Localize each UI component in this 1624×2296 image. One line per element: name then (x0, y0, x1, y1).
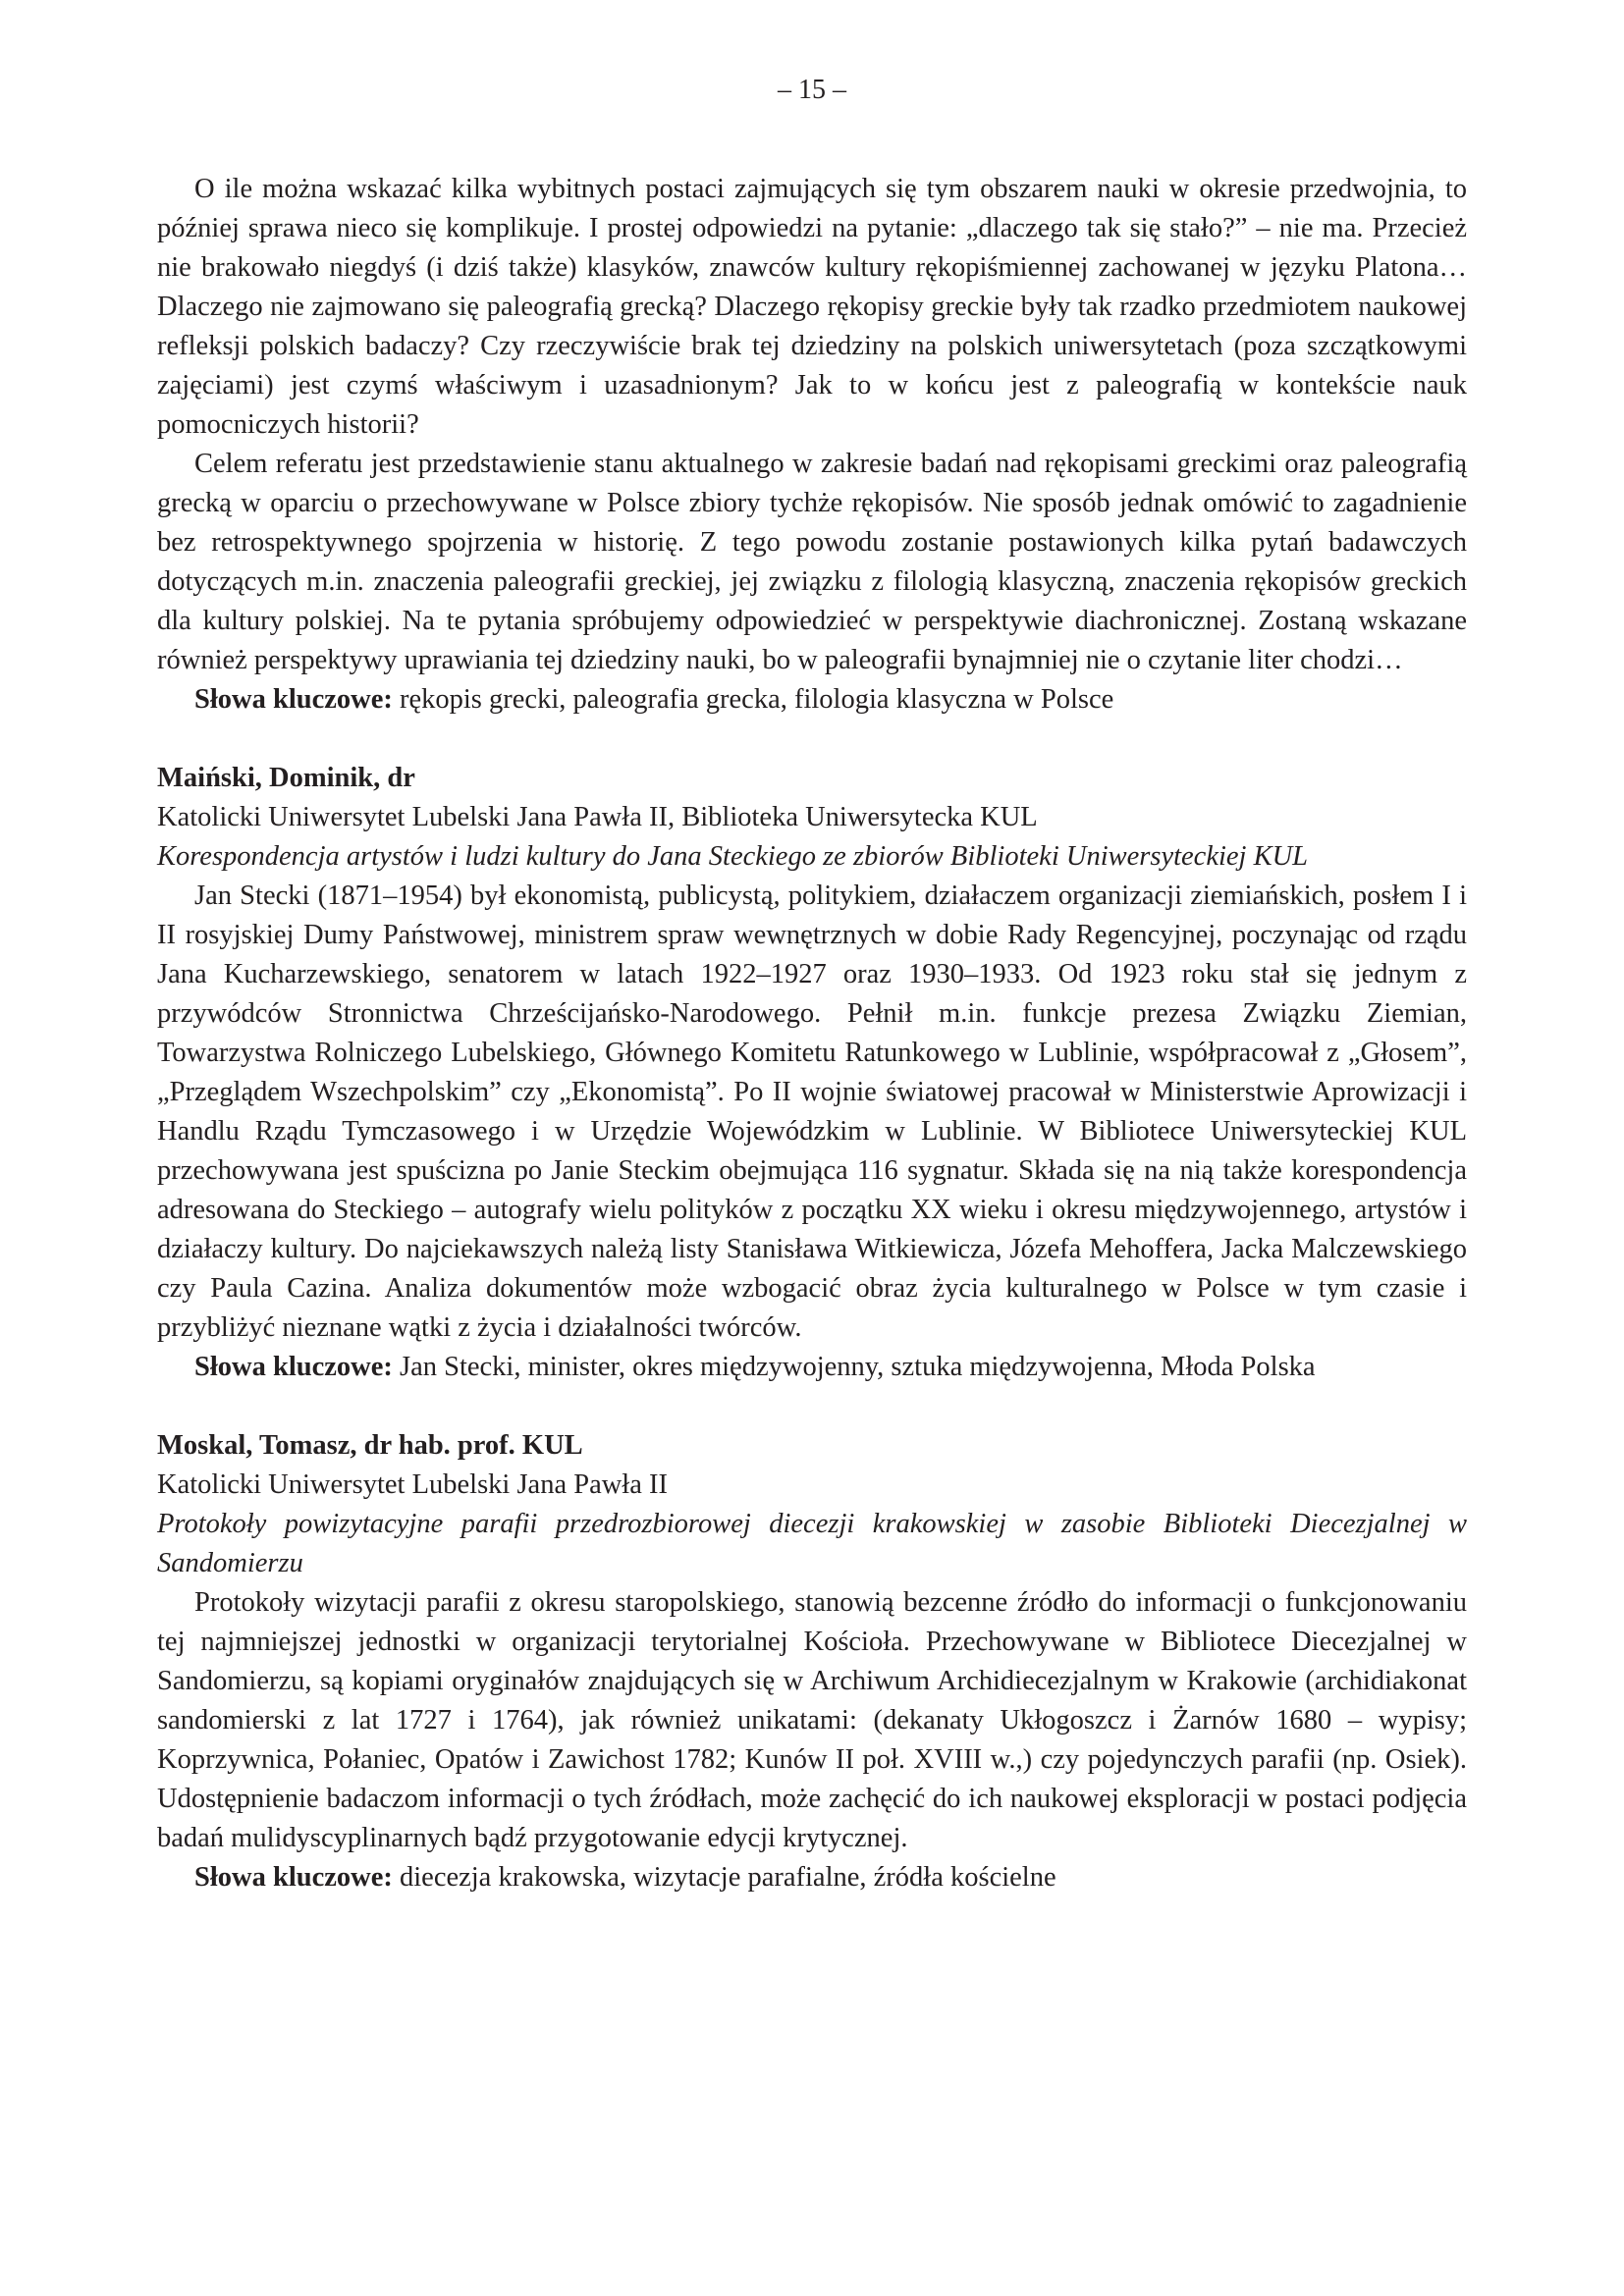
keywords-label: Słowa kluczowe: (194, 1352, 393, 1382)
entry-affiliation: Katolicki Uniwersytet Lubelski Jana Pawła II (157, 1469, 668, 1500)
keywords-label: Słowa kluczowe: (194, 684, 393, 715)
entry-author: Maiński, Dominik, dr (157, 763, 415, 793)
entry-author: Moskal, Tomasz, dr hab. prof. KUL (157, 1430, 583, 1461)
intro-paragraph-2: Celem referatu jest przedstawienie stanu aktualnego w zakresie badań nad rękopisami greckimi oraz paleografią grecką w oparciu o przechowywane w Polsce zbiory tychże rękopisów. Nie sposób jednak omówić to zagadnienie bez retrospektywnego spojrzenia w historię. Z tego powodu zostanie postawionych kilka pytań badawczych dotyczących m.in. znaczenia paleografii greckiej, jej związku z filologią klasyczną, znaczenia rękopisów greckich dla kultury polskiej. Na te pytania spróbujemy odpowiedzieć w perspektywie diachronicznej. Zostaną wskazane również perspektywy uprawiania tej dziedziny nauki, bo w paleografii bynajmniej nie o czytanie liter chodzi… (157, 449, 1467, 675)
entry-title: Protokoły powizytacyjne parafii przedrozbiorowej diecezji krakowskiej w zasobie Biblioteki Diecezjalnej w Sandomierzu (157, 1509, 1467, 1578)
entry-abstract: Jan Stecki (1871–1954) był ekonomistą, publicystą, politykiem, działaczem organizacji ziemiańskich, posłem I i II rosyjskiej Dumy Państwowej, ministrem spraw wewnętrznych w dobie Rady Regencyjnej, poczynając od rządu Jana Kucharzewskiego, senatorem w latach 1922–1927 oraz 1930–1933. Od 1923 roku stał się jednym z przywódców Stronnictwa Chrześcijańsko-Narodowego. Pełnił m.in. funkcje prezesa Związku Ziemian, Towarzystwa Rolniczego Lubelskiego, Głównego Komitetu Ratunkowego w Lublinie, współpracował z „Głosem”, „Przeglądem Wszechpolskim” czy „Ekonomistą”. Po II wojnie światowej pracował w Ministerstwie Aprowizacji i Handlu Rządu Tymczasowego i w Urzędzie Wojewódzkim w Lublinie. W Bibliotece Uniwersyteckiej KUL przechowywana jest spuścizna po Janie Steckim obejmująca 116 sygnatur. Składa się na nią także korespondencja adresowana do Steckiego – autografy wielu polityków z początku XX wieku i okresu międzywojennego, artystów i działaczy kultury. Do najciekawszych należą listy Stanisława Witkiewicza, Józefa Mehoffera, Jacka Malczewskiego czy Paula Cazina. Analiza dokumentów może wzbogacić obraz życia kulturalnego w Polsce w tym czasie i przybliżyć nieznane wątki z życia i działalności twórców. (157, 881, 1467, 1343)
keywords-text: Jan Stecki, minister, okres międzywojenny, sztuka międzywojenna, Młoda Polska (400, 1352, 1316, 1382)
entry-title: Korespondencja artystów i ludzi kultury do Jana Steckiego ze zbiorów Biblioteki Uniwersyteckiej KUL (157, 841, 1309, 872)
page-number: – 15 – (778, 75, 846, 105)
entry-affiliation: Katolicki Uniwersytet Lubelski Jana Pawła II, Biblioteka Uniwersytecka KUL (157, 802, 1038, 832)
keywords-text: diecezja krakowska, wizytacje parafialne, źródła kościelne (400, 1862, 1056, 1893)
entry-keywords (157, 1858, 1467, 1897)
entry-moskal (157, 1426, 1467, 1897)
page-content (157, 170, 1467, 1897)
entry-abstract: Protokoły wizytacji parafii z okresu staropolskiego, stanowią bezcenne źródło do informacji o funkcjonowaniu tej najmniejszej jednostki w organizacji terytorialnej Kościoła. Przechowywane w Bibliotece Diecezjalnej w Sandomierzu, są kopiami oryginałów znajdujących się w Archiwum Archidiecezjalnym w Krakowie (archidiakonat sandomierski z lat 1727 i 1764), jak również unikatami: (dekanaty Ukłogoszcz i Żarnów 1680 – wypisy; Koprzywnica, Połaniec, Opatów i Zawichost 1782; Kunów II poł. XVIII w.,) czy pojedynczych parafii (np. Osiek). Udostępnienie badaczom informacji o tych źródłach, może zachęcić do ich naukowej eksploracji w postaci podjęcia badań mulidyscyplinarnych bądź przygotowanie edycji krytycznej. (157, 1587, 1467, 1853)
intro-keywords (157, 680, 1467, 720)
keywords-label: Słowa kluczowe: (194, 1862, 393, 1893)
keywords-text: rękopis grecki, paleografia grecka, filologia klasyczna w Polsce (400, 684, 1114, 715)
entry-mainski (157, 759, 1467, 1387)
intro-paragraph-1: O ile można wskazać kilka wybitnych postaci zajmujących się tym obszarem nauki w okresie przedwojnia, to później sprawa nieco się komplikuje. I prostej odpowiedzi na pytanie: „dlaczego tak się stało?” – nie ma. Przecież nie brakowało niegdyś (i dziś także) klasyków, znawców kultury rękopiśmiennej zachowanej w języku Platona… Dlaczego nie zajmowano się paleografią grecką? Dlaczego rękopisy greckie były tak rzadko przedmiotem naukowej refleksji polskich badaczy? Czy rzeczywiście brak tej dziedziny na polskich uniwersytetach (poza szczątkowymi zajęciami) jest czymś właściwym i uzasadnionym? Jak to w końcu jest z paleografią w kontekście nauk pomocniczych historii? (157, 174, 1467, 440)
intro-section (157, 170, 1467, 720)
entry-keywords (157, 1348, 1467, 1387)
